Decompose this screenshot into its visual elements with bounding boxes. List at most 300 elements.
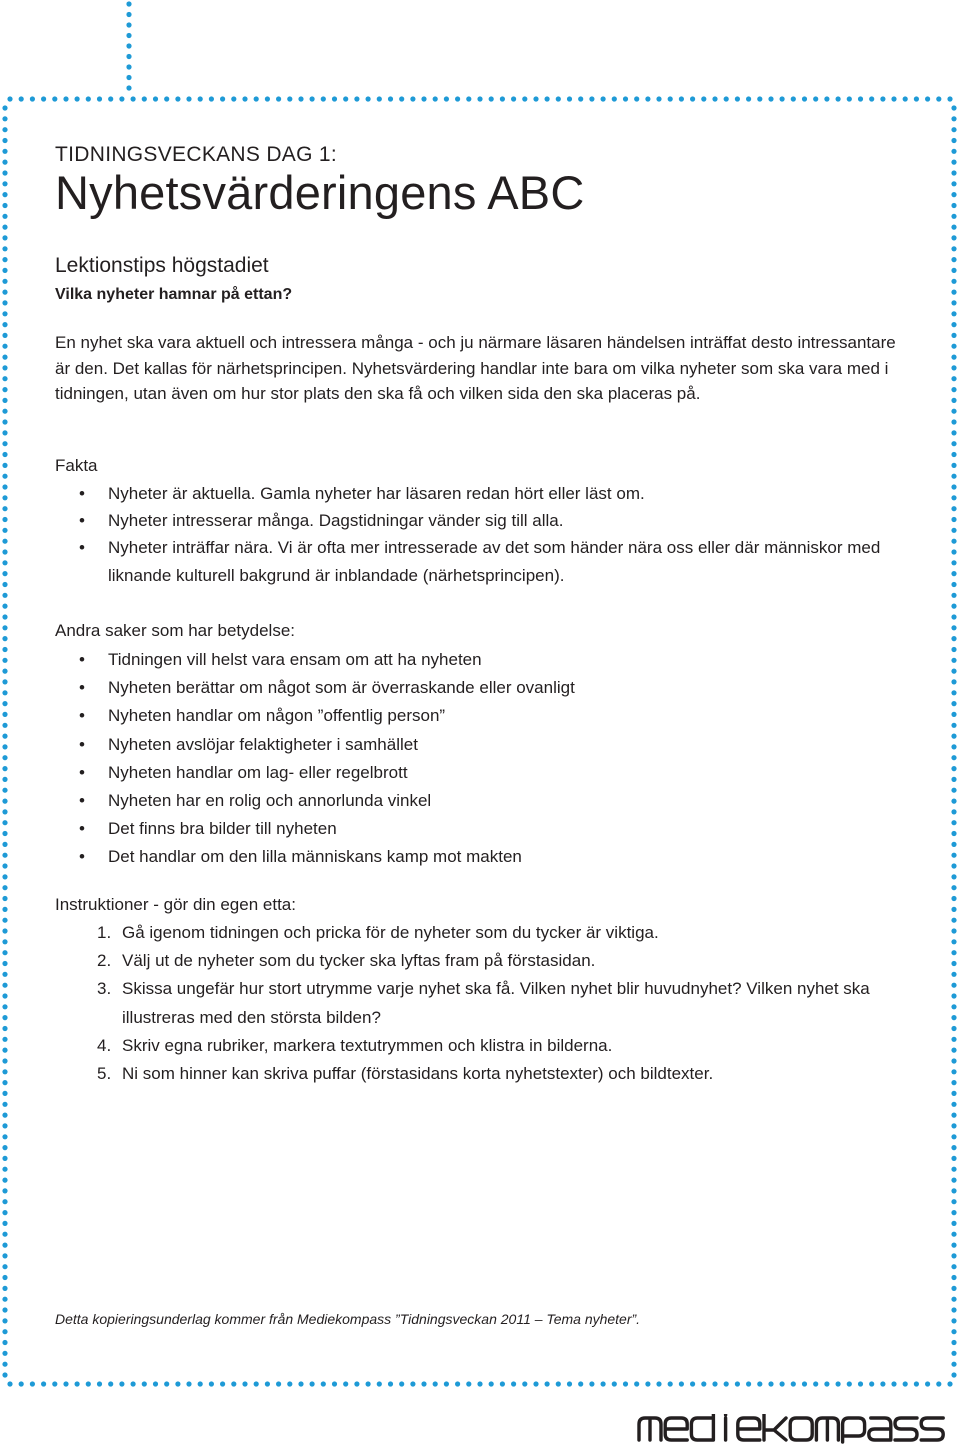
frame-dot [2, 528, 7, 533]
frame-dot [126, 75, 131, 80]
frame-dot [2, 1286, 7, 1291]
frame-dot [951, 116, 956, 121]
frame-dot [951, 658, 956, 663]
frame-dot [951, 1037, 956, 1042]
frame-dot [2, 712, 7, 717]
step-number: 3. [97, 979, 112, 999]
frame-dot [2, 907, 7, 912]
frame-dot [891, 96, 896, 101]
frame-dot [951, 170, 956, 175]
frame-dot [951, 441, 956, 446]
frame-dot [175, 96, 180, 101]
frame-dot [2, 1362, 7, 1367]
frame-dot [951, 1080, 956, 1085]
andra-item: • Det handlar om den lilla människans kamp mot makten [55, 843, 575, 871]
frame-dot [2, 419, 7, 424]
frame-dot [746, 96, 751, 101]
frame-dot [63, 1381, 68, 1386]
frame-dot [2, 950, 7, 955]
frame-dot [951, 744, 956, 749]
frame-dot [2, 1026, 7, 1031]
frame-dot [2, 1156, 7, 1161]
frame-dot [951, 181, 956, 186]
frame-dot [97, 1381, 102, 1386]
frame-dot [2, 1221, 7, 1226]
frame-dot [824, 96, 829, 101]
frame-dot [951, 928, 956, 933]
frame-dot [951, 604, 956, 609]
frame-dot [903, 1381, 908, 1386]
frame-dot [377, 96, 382, 101]
frame-dot [2, 993, 7, 998]
frame-dot [951, 777, 956, 782]
instruction-step [55, 919, 912, 947]
frame-dot [421, 1381, 426, 1386]
frame-dot [847, 96, 852, 101]
frame-dot [951, 983, 956, 988]
frame-dot [500, 1381, 505, 1386]
frame-dot [231, 1381, 236, 1386]
frame-dot [2, 1372, 7, 1377]
frame-dot [2, 799, 7, 804]
frame-dot [951, 831, 956, 836]
frame-dot [254, 96, 259, 101]
frame-dot [2, 1080, 7, 1085]
frame-dot [126, 85, 131, 90]
frame-dot [2, 409, 7, 414]
frame-dot [2, 365, 7, 370]
frame-dot [354, 96, 359, 101]
frame-dot [489, 1381, 494, 1386]
frame-dot [2, 160, 7, 165]
frame-dot [321, 1381, 326, 1386]
frame-dot [951, 463, 956, 468]
frame-dot [142, 1381, 147, 1386]
frame-dot [634, 1381, 639, 1386]
frame-dot [2, 1329, 7, 1334]
frame-dot [869, 96, 874, 101]
frame-dot [951, 1318, 956, 1323]
frame-dot [2, 874, 7, 879]
frame-dot [951, 539, 956, 544]
frame-dot [951, 452, 956, 457]
frame-dot [951, 355, 956, 360]
frame-dot [126, 12, 131, 17]
frame-dot [433, 1381, 438, 1386]
frame-dot [951, 419, 956, 424]
frame-dot [310, 1381, 315, 1386]
frame-dot [2, 1210, 7, 1215]
frame-dot [802, 1381, 807, 1386]
frame-dot [951, 939, 956, 944]
frame-dot [131, 96, 136, 101]
frame-dot [2, 214, 7, 219]
frame-dot [2, 885, 7, 890]
frame-dot [951, 268, 956, 273]
frame-dot [951, 322, 956, 327]
frame-dot [951, 1372, 956, 1377]
frame-dot [466, 1381, 471, 1386]
frame-dot [19, 96, 24, 101]
frame-dot [489, 96, 494, 101]
frame-dot [951, 1048, 956, 1053]
frame-dot [556, 1381, 561, 1386]
frame-dot [712, 1381, 717, 1386]
frame-dot [2, 311, 7, 316]
frame-dot [2, 257, 7, 262]
frame-dot [511, 1381, 516, 1386]
frame-dot [343, 96, 348, 101]
frame-dot [2, 235, 7, 240]
frame-dot [951, 1221, 956, 1226]
frame-dot [52, 1381, 57, 1386]
frame-dot [2, 928, 7, 933]
frame-dot [52, 96, 57, 101]
frame-dot [209, 96, 214, 101]
frame-dot [131, 1381, 136, 1386]
frame-dot [399, 96, 404, 101]
frame-dot [813, 1381, 818, 1386]
frame-dot [951, 593, 956, 598]
frame-dot [951, 1351, 956, 1356]
frame-dot [951, 1232, 956, 1237]
step-text: Skriv egna rubriker, markera textutrymmen och klistra in bilderna. [122, 1035, 613, 1055]
frame-dot [522, 96, 527, 101]
andra-item: • Nyheten avslöjar felaktigheter i samhället [55, 731, 575, 759]
frame-dot [276, 1381, 281, 1386]
frame-dot [951, 1253, 956, 1258]
frame-dot [198, 1381, 203, 1386]
frame-dot [589, 96, 594, 101]
frame-dot [533, 1381, 538, 1386]
frame-dot [601, 96, 606, 101]
frame-dot [2, 279, 7, 284]
frame-dot [2, 484, 7, 489]
frame-dot [2, 755, 7, 760]
frame-dot [951, 1058, 956, 1063]
frame-dot [951, 1297, 956, 1302]
frame-dot [533, 96, 538, 101]
frame-dot [914, 1381, 919, 1386]
frame-dot [836, 1381, 841, 1386]
frame-dot [2, 939, 7, 944]
frame-dot [951, 279, 956, 284]
frame-dot [2, 441, 7, 446]
frame-dot [220, 96, 225, 101]
frame-dot [2, 539, 7, 544]
frame-dot [477, 1381, 482, 1386]
frame-dot [802, 96, 807, 101]
frame-dot [858, 1381, 863, 1386]
frame-dot [2, 658, 7, 663]
frame-dot [522, 1381, 527, 1386]
frame-dot [2, 766, 7, 771]
frame-dot [951, 1069, 956, 1074]
frame-dot [951, 734, 956, 739]
frame-dot [791, 1381, 796, 1386]
frame-dot [455, 1381, 460, 1386]
frame-dot [2, 517, 7, 522]
frame-dot [2, 127, 7, 132]
section-subtitle: Lektionstips högstadiet [55, 254, 269, 277]
frame-dot [2, 625, 7, 630]
frame-dot [951, 1243, 956, 1248]
frame-dot [780, 96, 785, 101]
credit-line: Detta kopieringsunderlag kommer från Mediekompass ”Tidningsveckan 2011 – Tema nyheter”. [55, 1311, 641, 1327]
frame-dot [2, 1134, 7, 1139]
frame-dot [153, 96, 158, 101]
frame-dot [951, 1199, 956, 1204]
frame-dot [951, 203, 956, 208]
frame-dot [19, 1381, 24, 1386]
frame-dot [936, 96, 941, 101]
frame-dot [2, 344, 7, 349]
andra-item: • Nyheten har en rolig och annorlunda vinkel [55, 787, 575, 815]
frame-dot [645, 1381, 650, 1386]
frame-dot [951, 1340, 956, 1345]
frame-dot [545, 1381, 550, 1386]
frame-dot [2, 701, 7, 706]
frame-dot [142, 96, 147, 101]
frame-dot [164, 1381, 169, 1386]
frame-dot [2, 734, 7, 739]
frame-dot [951, 160, 956, 165]
frame-dot [477, 96, 482, 101]
frame-dot [2, 1102, 7, 1107]
frame-dot [366, 1381, 371, 1386]
frame-dot [735, 1381, 740, 1386]
frame-dot [951, 679, 956, 684]
frame-dot [951, 874, 956, 879]
fakta-item: • Nyheter intresserar många. Dagstidningar vänder sig till alla. [55, 508, 938, 535]
frame-dot [2, 831, 7, 836]
frame-dot [126, 64, 131, 69]
frame-dot [2, 376, 7, 381]
frame-dot [869, 1381, 874, 1386]
frame-dot [925, 96, 930, 101]
frame-dot [310, 96, 315, 101]
frame-dot [951, 625, 956, 630]
frame-dot [2, 333, 7, 338]
frame-dot [276, 96, 281, 101]
frame-dot [951, 993, 956, 998]
frame-dot [2, 225, 7, 230]
andra-label: Andra saker som har betydelse: [55, 621, 296, 640]
frame-dot [444, 96, 449, 101]
frame-dot [366, 96, 371, 101]
frame-dot [198, 96, 203, 101]
frame-dot [2, 961, 7, 966]
frame-dot [951, 376, 956, 381]
frame-dot [951, 1329, 956, 1334]
frame-dot [2, 983, 7, 988]
frame-dot [556, 96, 561, 101]
instruktioner-label: Instruktioner - gör din egen etta: [55, 895, 296, 914]
frame-dot [567, 1381, 572, 1386]
frame-dot [2, 398, 7, 403]
frame-dot [63, 96, 68, 101]
frame-dot [656, 96, 661, 101]
frame-dot [242, 1381, 247, 1386]
frame-dot [254, 1381, 259, 1386]
frame-dot [2, 300, 7, 305]
frame-dot [265, 1381, 270, 1386]
section-question: Vilka nyheter hamnar på ettan? [55, 286, 293, 303]
frame-dot [2, 290, 7, 295]
frame-dot [2, 744, 7, 749]
frame-dot [951, 149, 956, 154]
frame-dot [242, 96, 247, 101]
frame-dot [951, 885, 956, 890]
frame-dot [791, 96, 796, 101]
frame-dot [914, 96, 919, 101]
frame-dot [951, 1156, 956, 1161]
frame-dot [433, 96, 438, 101]
frame-dot [951, 1015, 956, 1020]
frame-dot [2, 452, 7, 457]
frame-dot [2, 1178, 7, 1183]
frame-dot [30, 1381, 35, 1386]
andra-item: • Tidningen vill helst vara ensam om att ha nyheten [55, 646, 575, 674]
frame-dot [545, 96, 550, 101]
frame-dot [951, 1188, 956, 1193]
frame-dot [951, 809, 956, 814]
frame-dot [186, 96, 191, 101]
frame-dot [679, 96, 684, 101]
frame-dot [2, 495, 7, 500]
frame-dot [41, 96, 46, 101]
frame-dot [2, 116, 7, 121]
frame-dot [126, 54, 131, 59]
frame-dot [951, 766, 956, 771]
frame-dot [2, 636, 7, 641]
frame-dot [2, 1264, 7, 1269]
andra-item: • Nyheten berättar om något som är överraskande eller ovanligt [55, 674, 575, 702]
frame-dot [951, 517, 956, 522]
frame-dot [951, 690, 956, 695]
frame-dot [2, 1015, 7, 1020]
frame-dot [126, 22, 131, 27]
frame-dot [2, 1253, 7, 1258]
frame-dot [951, 961, 956, 966]
fakta-item: • Nyheter är aktuella. Gamla nyheter har läsaren redan hört eller läst om. [55, 481, 938, 508]
frame-dot [623, 1381, 628, 1386]
frame-dot [7, 1381, 12, 1386]
frame-dot [951, 907, 956, 912]
frame-dot [891, 1381, 896, 1386]
frame-dot [813, 96, 818, 101]
frame-dot [2, 690, 7, 695]
frame-dot [126, 33, 131, 38]
frame-dot [951, 495, 956, 500]
frame-dot [951, 127, 956, 132]
frame-dot [656, 1381, 661, 1386]
frame-dot [332, 96, 337, 101]
frame-dot [679, 1381, 684, 1386]
frame-dot [951, 571, 956, 576]
frame-dot [612, 96, 617, 101]
andra-item: • Nyheten handlar om någon ”offentlig person” [55, 702, 575, 730]
frame-dot [2, 149, 7, 154]
frame-dot [746, 1381, 751, 1386]
instruction-step [55, 947, 912, 975]
instruction-step [55, 1060, 912, 1088]
frame-dot [2, 723, 7, 728]
frame-dot [2, 246, 7, 251]
frame-dot [947, 96, 952, 101]
frame-dot [567, 96, 572, 101]
frame-dot [2, 604, 7, 609]
frame-dot [354, 1381, 359, 1386]
frame-dot [951, 333, 956, 338]
frame-dot [2, 181, 7, 186]
frame-dot [951, 1134, 956, 1139]
frame-dot [377, 1381, 382, 1386]
frame-dot [41, 1381, 46, 1386]
frame-dot [2, 647, 7, 652]
frame-dot [690, 1381, 695, 1386]
frame-dot [2, 853, 7, 858]
instruction-step [55, 1032, 912, 1060]
frame-dot [86, 96, 91, 101]
frame-dot [2, 1037, 7, 1042]
frame-dot [589, 1381, 594, 1386]
frame-dot [951, 853, 956, 858]
step-text: Ni som hinner kan skriva puffar (förstasidans korta nyhetstexter) och bildtexter. [122, 1064, 714, 1084]
frame-dot [951, 820, 956, 825]
frame-dot [701, 96, 706, 101]
frame-dot [466, 96, 471, 101]
frame-dot [421, 96, 426, 101]
frame-dot [500, 96, 505, 101]
frame-dot [2, 777, 7, 782]
frame-dot [2, 1275, 7, 1280]
frame-dot [836, 96, 841, 101]
frame-dot [951, 1026, 956, 1031]
frame-dot [951, 647, 956, 652]
frame-dot [951, 723, 956, 728]
frame-dot [951, 105, 956, 110]
frame-dot [951, 560, 956, 565]
frame-dot [951, 896, 956, 901]
frame-dot [30, 96, 35, 101]
step-number: 4. [97, 1035, 112, 1055]
frame-dot [757, 96, 762, 101]
frame-dot [2, 1340, 7, 1345]
frame-dot [2, 842, 7, 847]
frame-dot [634, 96, 639, 101]
frame-dot [951, 582, 956, 587]
frame-dot [186, 1381, 191, 1386]
frame-dot [2, 463, 7, 468]
frame-dot [880, 1381, 885, 1386]
fakta-label: Fakta [55, 456, 98, 475]
mediekompass-logo [636, 1414, 954, 1444]
step-text: Gå igenom tidningen och pricka för de nyheter som du tycker är viktiga. [122, 923, 659, 942]
frame-dot [175, 1381, 180, 1386]
frame-dot [2, 1307, 7, 1312]
frame-dot [2, 809, 7, 814]
step-text: Välj ut de nyheter som du tycker ska lyftas fram på förstasidan. [122, 951, 596, 971]
frame-dot [951, 701, 956, 706]
frame-dot [951, 842, 956, 847]
frame-dot [287, 1381, 292, 1386]
frame-dot [2, 679, 7, 684]
frame-dot [343, 1381, 348, 1386]
frame-dot [2, 820, 7, 825]
frame-dot [951, 1264, 956, 1269]
frame-dot [2, 788, 7, 793]
